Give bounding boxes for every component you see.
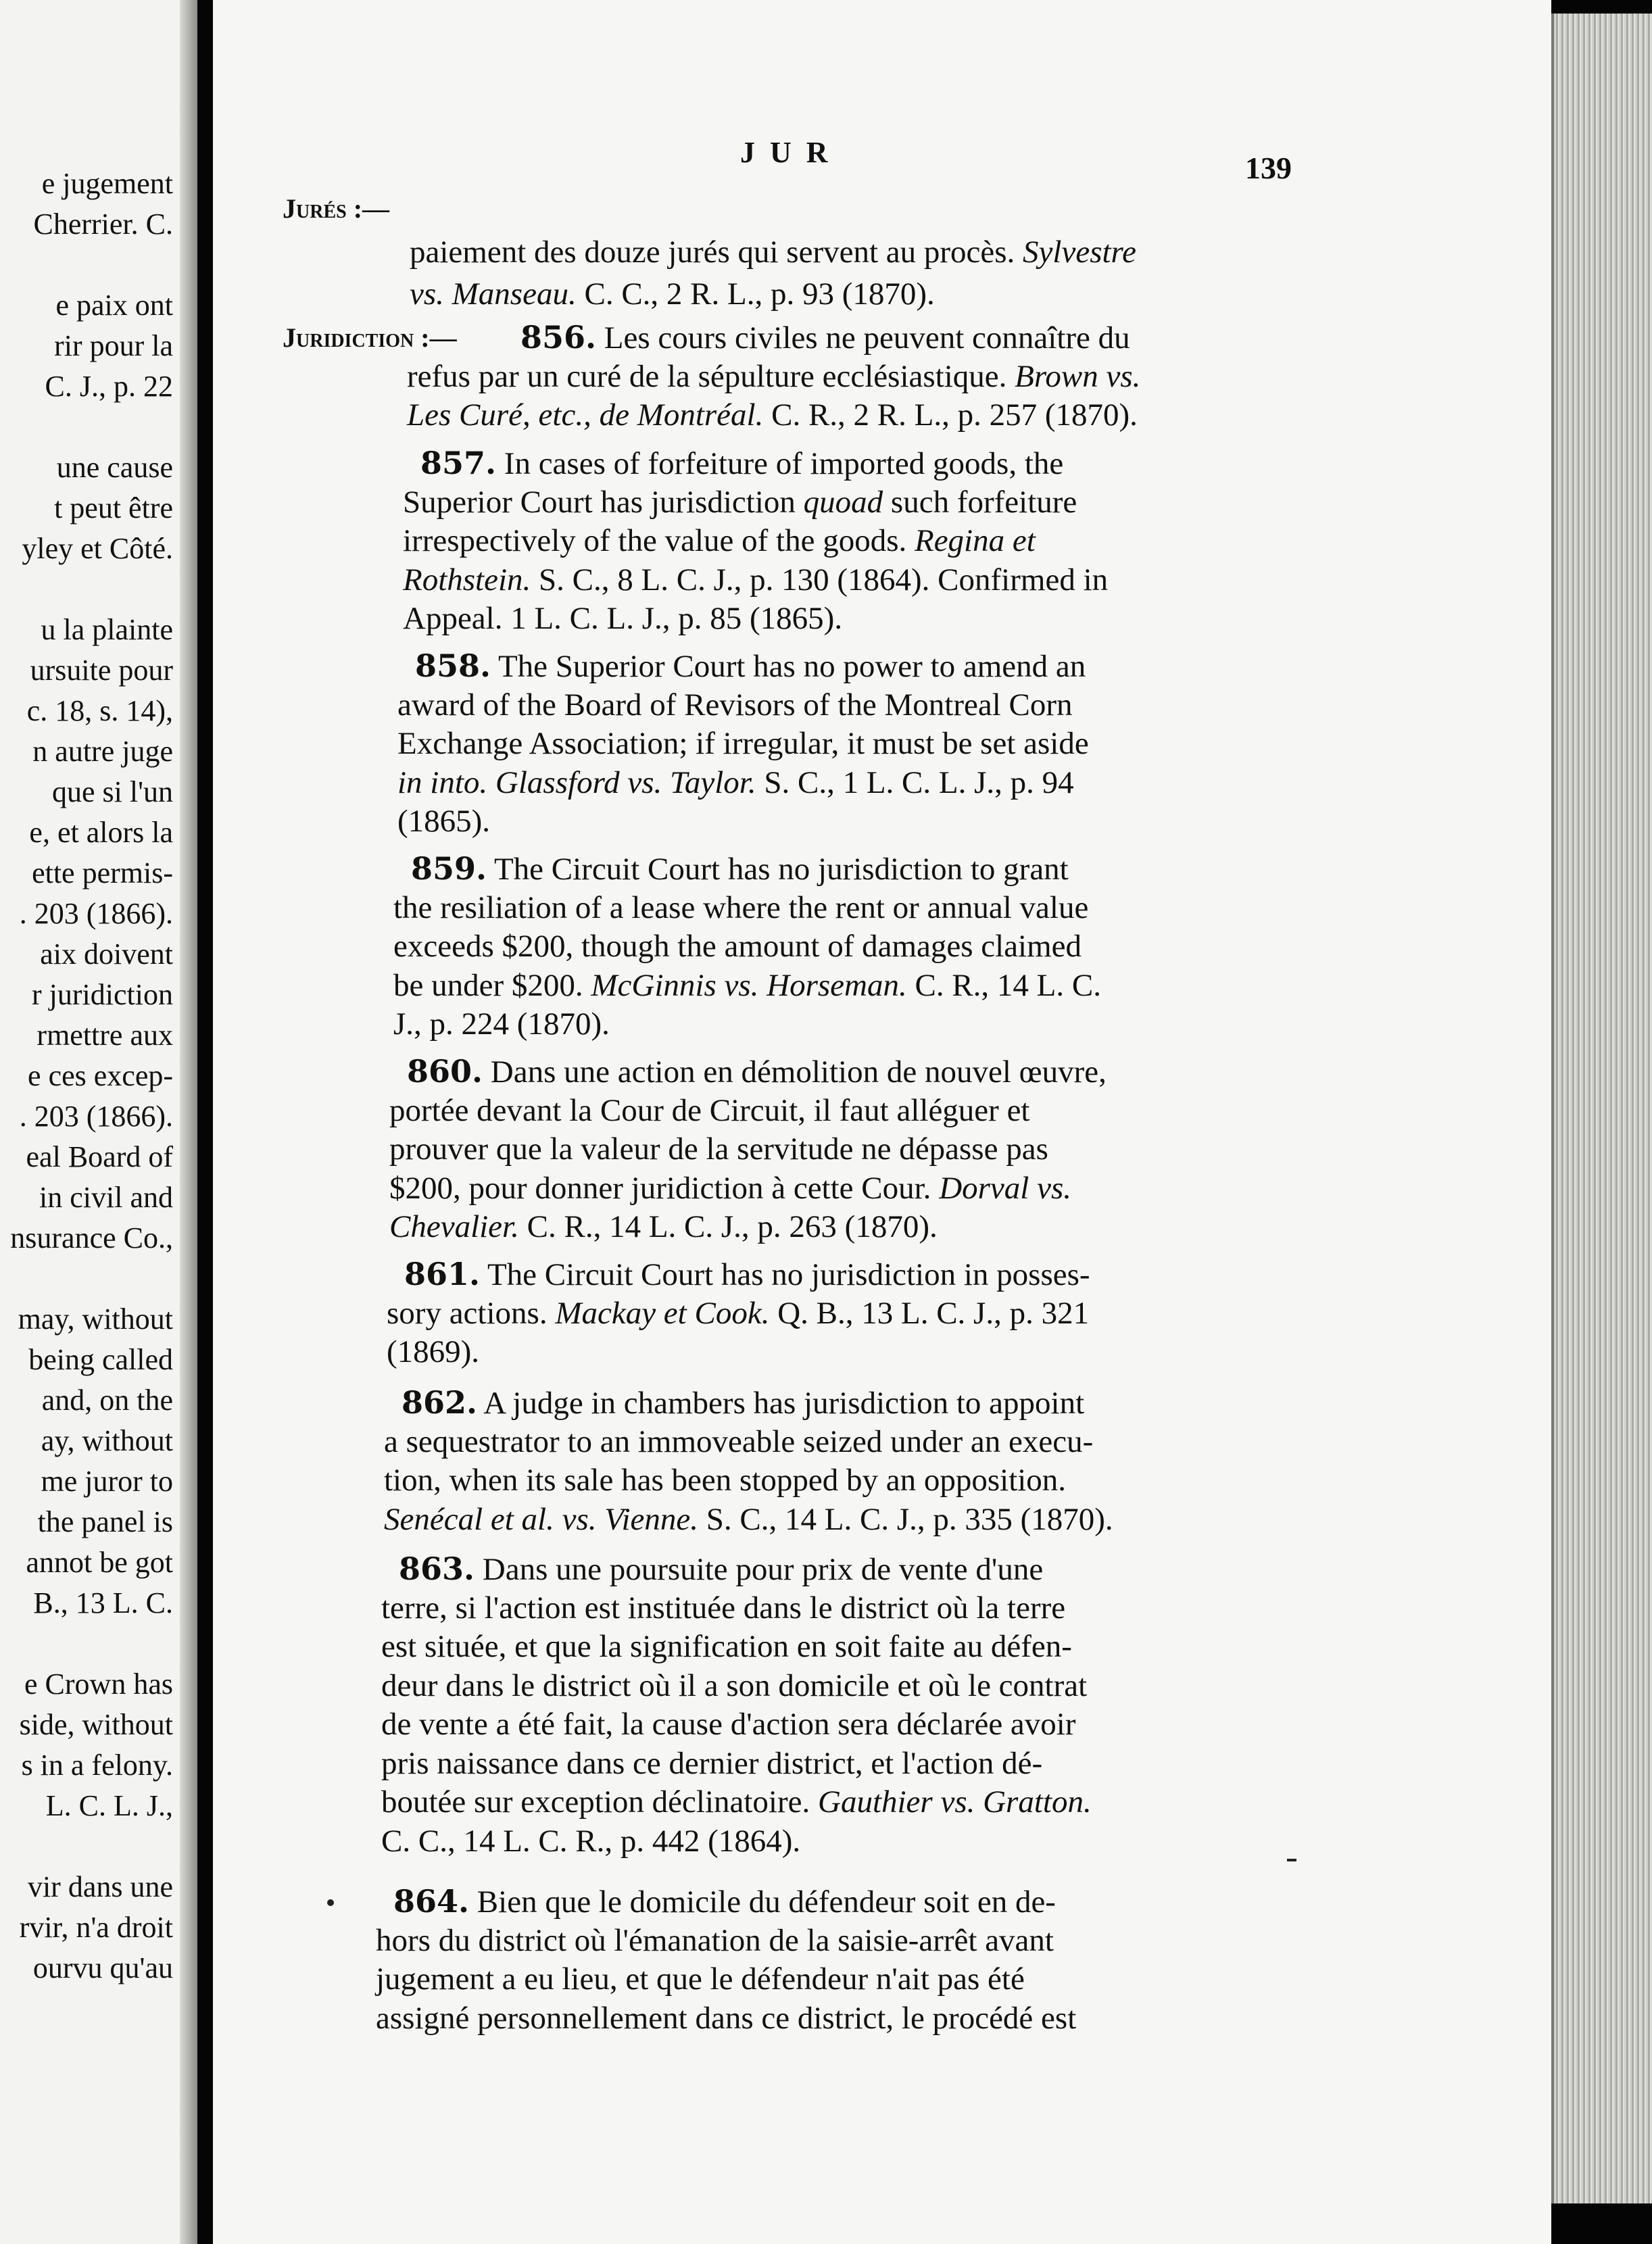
facing-page-line: vir dans une (27, 1870, 173, 1903)
text-run: S. C., 8 L. C. J., p. 130 (1864). Confirmed in (531, 562, 1109, 597)
facing-page-line: u la plainte (41, 613, 173, 646)
facing-page-line: yley et Côté. (22, 532, 173, 565)
text-line (381, 1823, 801, 1859)
text-run: In cases of forfeiture of imported goods, the (496, 446, 1064, 481)
text-line (397, 806, 490, 837)
text-run: prouver que la valeur de la servitude ne dépasse pas (389, 1131, 1048, 1167)
facing-page-line: ursuite pour (30, 654, 173, 687)
facing-page-line: and, on the (41, 1384, 173, 1417)
text-line (381, 1592, 1065, 1624)
text-run: Superior Court has jurisdiction (403, 484, 804, 520)
text-line (384, 1501, 1113, 1537)
facing-page-line: rir pour la (54, 329, 173, 362)
text-line (407, 1053, 1107, 1090)
text-line (389, 1133, 1048, 1165)
text-line (387, 1336, 479, 1368)
facing-page (0, 0, 197, 2244)
facing-page-line: c. 18, s. 14), (26, 694, 173, 727)
facing-page-line: B., 13 L. C. (33, 1586, 173, 1619)
facing-page-line: may, without (18, 1302, 173, 1336)
entry-number: 857. (420, 445, 497, 481)
section-heading: Jurés :— (283, 193, 390, 224)
text-run: The Circuit Court has no jurisdiction to grant (487, 852, 1069, 887)
facing-page-line: e paix ont (55, 289, 173, 322)
facing-page-line: n autre juge (32, 735, 173, 768)
text-line (389, 1092, 1030, 1128)
facing-page-line: the panel is (37, 1505, 173, 1538)
case-citation: McGinnis vs. Horseman. (591, 967, 907, 1003)
facing-page-line: in civil and (39, 1181, 173, 1214)
text-line (397, 764, 1074, 800)
page-number: 139 (1245, 151, 1292, 185)
text-line (384, 1423, 1094, 1459)
facing-page-line: Cherrier. C. (33, 208, 173, 241)
text-run: A judge in chambers has jurisdiction to appoint (477, 1386, 1085, 1421)
text-run: deur dans le district où il a son domicile et où le contrat (381, 1667, 1088, 1703)
text-line (376, 2000, 1077, 2036)
text-run: The Superior Court has no power to amend an (491, 649, 1086, 684)
book-gutter (180, 0, 197, 2244)
text-line (403, 525, 1036, 557)
entry-number: 860. (407, 1053, 483, 1090)
case-citation: Rothstein. (403, 562, 531, 597)
facing-page-line: une cause (56, 451, 173, 484)
text-line (381, 1667, 1088, 1703)
text-run: the resiliation of a lease where the rent or annual value (393, 889, 1089, 925)
text-run: assigné personnellement dans ce district, le procédé est (376, 2000, 1077, 2036)
text-run: C. C., 14 L. C. R., p. 442 (1864). (381, 1823, 801, 1859)
text-run: C. R., 14 L. C. J., p. 263 (1870). (518, 1209, 938, 1244)
entry-number: 858. (415, 648, 491, 684)
case-citation: Dorval vs. (939, 1170, 1071, 1206)
facing-page-line: ette permis- (32, 856, 173, 889)
text-run: Exchange Association; if irregular, it must be set aside (397, 726, 1089, 761)
section-heading: Juridiction :— (283, 322, 457, 353)
facing-page-line: que si l'un (51, 775, 173, 808)
text-run: hors du district où l'émanation de la saisie-arrêt avant (376, 1922, 1054, 1958)
entry-number: 862. (402, 1384, 478, 1421)
text-line (381, 1709, 1076, 1740)
text-run: Dans une action en démolition de nouvel œuvre, (483, 1054, 1107, 1090)
page-edges (1551, 14, 1652, 2203)
text-line (389, 1170, 1071, 1206)
text-run: paiement des douze jurés qui servent au procès. (410, 235, 1023, 270)
case-citation: Sylvestre (1023, 235, 1136, 270)
facing-page-line: ourvu qu'au (32, 1951, 173, 1984)
text-run: S. C., 14 L. C. J., p. 335 (1870). (698, 1501, 1113, 1537)
text-line (403, 484, 1077, 520)
case-citation: Senécal et al. vs. Vienne. (384, 1501, 699, 1537)
case-citation: Brown vs. (1015, 358, 1141, 394)
text-run: de vente a été fait, la cause d'action sera déclarée avoir (381, 1707, 1076, 1742)
facing-page-line: me juror to (41, 1465, 173, 1498)
entry-number: 861. (404, 1256, 481, 1292)
text-line (397, 728, 1089, 760)
facing-page-line: r juridiction (32, 978, 173, 1011)
text-line (411, 850, 1069, 887)
text-run: terre, si l'action est instituée dans le district où la terre (381, 1590, 1066, 1626)
text-line (393, 1883, 1056, 1920)
text-line (381, 1786, 1092, 1818)
text-line (407, 399, 1138, 431)
case-citation: Chevalier. (389, 1209, 519, 1244)
text-run: Les cours civiles ne peuvent connaître du (596, 320, 1130, 356)
facing-page-line: annot be got (26, 1546, 173, 1579)
facing-page-line: being called (28, 1343, 173, 1376)
text-run: pris naissance dans ce dernier district, et l'action dé- (381, 1745, 1043, 1781)
text-run: Q. B., 13 L. C. J., p. 321 (769, 1295, 1090, 1331)
facing-page-line: . 203 (1866). (19, 1100, 173, 1133)
facing-page-line: e, et alors la (29, 816, 173, 849)
text-run: award of the Board of Revisors of the Montreal Corn (397, 687, 1073, 723)
case-citation: Les Curé, etc., de Montréal. (407, 397, 764, 433)
text-line (376, 1922, 1054, 1958)
text-run: (1865). (397, 804, 491, 839)
text-run: C. C., 2 R. L., p. 93 (1870). (576, 276, 935, 312)
entry-number: 859. (411, 850, 487, 887)
text-run: refus par un curé de la sépulture ecclésiastique. (407, 358, 1015, 394)
facing-page-line: rmettre aux (37, 1019, 173, 1052)
text-line (399, 1553, 1043, 1586)
text-line (393, 889, 1089, 925)
text-line (404, 1256, 1090, 1292)
case-citation: in into. Glassford vs. Taylor. (397, 764, 756, 800)
text-line (387, 1295, 1090, 1331)
text-run: est située, et que la signification en soit faite au défen- (381, 1629, 1072, 1664)
text-run: S. C., 1 L. C. L. J., p. 94 (756, 764, 1074, 800)
text-line (415, 650, 1086, 683)
facing-page-line: rvir, n'a droit (19, 1911, 173, 1944)
text-line (393, 967, 1101, 1003)
facing-page-line: C. J., p. 22 (45, 370, 173, 403)
facing-page-line: nsurance Co., (10, 1221, 173, 1254)
text-run: $200, pour donner juridiction à cette Cour. (389, 1170, 940, 1206)
text-run: boutée sur exception déclinatoire. (381, 1784, 818, 1820)
text-line (410, 278, 935, 310)
text-run: a sequestrator to an immoveable seized under an execu- (384, 1423, 1094, 1459)
text-run: irrespectively of the value of the goods. (403, 523, 915, 558)
facing-page-line: side, without (19, 1708, 173, 1741)
text-run: be under $200. (393, 967, 591, 1003)
case-citation: Regina et (914, 523, 1036, 558)
facing-page-line: s in a felony. (21, 1749, 173, 1782)
text-line (403, 603, 842, 635)
text-line (376, 1961, 1025, 1997)
text-run: such forfeiture (883, 484, 1077, 520)
text-run: Dans une poursuite pour prix de vente d'une (475, 1552, 1044, 1587)
text-line (381, 1745, 1043, 1781)
case-citation: Gauthier vs. Gratton. (818, 1784, 1092, 1820)
text-run: jugement a eu lieu, et que le défendeur n'ait pas été (376, 1961, 1025, 1997)
facing-page-line: e ces excep- (28, 1059, 173, 1092)
text-run: tion, when its sale has been stopped by an opposition. (384, 1463, 1067, 1498)
text-line (381, 1631, 1072, 1663)
text-line (402, 1384, 1085, 1421)
entry-number: 864. (393, 1883, 470, 1920)
text-line (393, 931, 1082, 962)
text-run: sory actions. (387, 1295, 556, 1331)
facing-page-line: L. C. L. J., (45, 1789, 173, 1822)
text-line (389, 1211, 938, 1243)
text-line (393, 1008, 610, 1040)
facing-page-line: e jugement (41, 167, 173, 200)
entry-number: 856. (520, 319, 597, 356)
text-run: (1869). (387, 1334, 480, 1369)
text-run: portée devant la Cour de Circuit, il faut alléguer et (389, 1092, 1030, 1128)
facing-page-line: . 203 (1866). (19, 897, 173, 930)
case-citation: vs. Manseau. (410, 276, 577, 312)
text-run: C. R., 2 R. L., p. 257 (1870). (763, 397, 1138, 433)
text-run: J., p. 224 (1870). (393, 1006, 610, 1042)
text-line (397, 689, 1073, 721)
text-line (520, 319, 1130, 356)
facing-page-line: ay, without (41, 1424, 173, 1457)
text-run: Bien que le domicile du défendeur soit en de- (469, 1884, 1056, 1920)
text-run: The Circuit Court has no jurisdiction in posses- (480, 1257, 1090, 1292)
ink-speck (1287, 1859, 1296, 1861)
text-run: exceeds $200, though the amount of damages claimed (393, 929, 1082, 964)
facing-page-line: t peut être (54, 491, 173, 525)
text-line (407, 358, 1141, 394)
facing-page-line: eal Board of (26, 1140, 173, 1173)
running-head: JUR (740, 136, 843, 169)
facing-page-text (0, 0, 173, 2244)
case-citation: quoad (803, 484, 883, 520)
text-line (384, 1465, 1066, 1496)
case-citation: Mackay et Cook. (555, 1295, 770, 1331)
text-line (403, 564, 1108, 596)
facing-page-line: aix doivent (40, 937, 173, 971)
ink-speck (327, 1899, 334, 1906)
entry-number: 863. (399, 1551, 475, 1587)
text-run: C. R., 14 L. C. (906, 967, 1101, 1003)
facing-page-line: e Crown has (24, 1667, 173, 1701)
text-line (410, 237, 1136, 268)
text-run: Appeal. 1 L. C. L. J., p. 85 (1865). (403, 601, 843, 636)
text-line (420, 447, 1063, 480)
